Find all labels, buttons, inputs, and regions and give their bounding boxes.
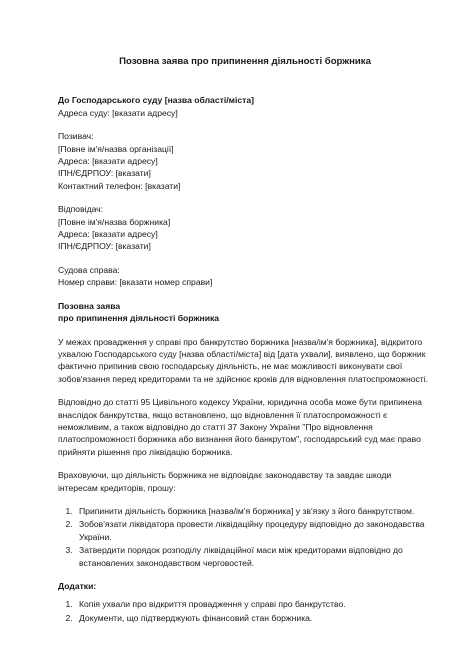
statement-heading-line1: Позовна заява bbox=[58, 300, 121, 311]
requests-list bbox=[58, 505, 432, 569]
statement-heading-line2: про припинення діяльності боржника bbox=[58, 313, 220, 324]
defendant-id: ІПН/ЄДРПОУ: [вказати] bbox=[58, 241, 151, 252]
case-label: Судова справа: bbox=[58, 264, 120, 275]
plaintiff-phone: Контактний телефон: [вказати] bbox=[58, 180, 181, 191]
court-block bbox=[58, 94, 432, 119]
defendant-address: Адреса: [вказати адресу] bbox=[58, 229, 158, 240]
court-address: Адреса суду: [вказати адресу] bbox=[58, 107, 178, 118]
paragraph-2: Відповідно до статті 95 Цивільного кодексу України, юридична особа може бути припинена внаслідок банкрутства, якщо встановлено, що відновлення її платоспроможності є неможливим, а також відповідно до статті 37 Закону України "Про відновлення платоспроможності боржника або визнання його банкрутом", господарський суд має право прийняти рішення про ліквідацію боржника. bbox=[58, 397, 422, 457]
statement-heading bbox=[58, 300, 432, 325]
defendant-label: Відповідач: bbox=[58, 204, 104, 215]
attachment-item: 1. Копія ухвали про відкриття провадження у справі про банкрутство. bbox=[75, 598, 432, 610]
plaintiff-name: [Повне ім'я/назва організації] bbox=[58, 143, 174, 154]
plaintiff-label: Позивач: bbox=[58, 131, 94, 142]
paragraph-3: Враховуючи, що діяльність боржника не відповідає законодавству та завдає шкоди інтересам кредиторів, прошу: bbox=[58, 470, 392, 493]
paragraph-1: У межах провадження у справі про банкрутство боржника [назва/ім'я боржника], відкритого ухвалою Господарського суду [назва області/міста] від [дата ухвали], виявлено, що боржник фактично припинив свою господарську діяльність, не має можливості виконувати свої зобов'язання перед кредиторами та не здійснює кроків для відновлення платоспроможності. bbox=[58, 336, 429, 384]
document-title: Позовна заява про припинення діяльності боржника bbox=[119, 56, 371, 67]
request-item: 3. Затвердити порядок розподілу ліквідаційної маси між кредиторами відповідно до встановлених законодавством черговостей. bbox=[75, 544, 432, 569]
case-number: Номер справи: [вказати номер справи] bbox=[58, 277, 213, 288]
case-block bbox=[58, 264, 432, 289]
plaintiff-id: ІПН/ЄДРПОУ: [вказати] bbox=[58, 168, 151, 179]
attachments-heading: Додатки: bbox=[58, 581, 97, 591]
attachment-item: 2. Документи, що підтверджують фінансовий стан боржника. bbox=[75, 612, 432, 624]
defendant-block bbox=[58, 203, 432, 253]
attachments-block bbox=[58, 580, 432, 624]
defendant-name: [Повне ім'я/назва боржника] bbox=[58, 216, 171, 227]
plaintiff-block bbox=[58, 130, 432, 192]
plaintiff-address: Адреса: [вказати адресу] bbox=[58, 156, 158, 167]
request-item: 1. Припинити діяльність боржника [назва/ім'я боржника] у зв'язку з його банкрутством. bbox=[75, 505, 432, 517]
attachments-list bbox=[58, 598, 432, 624]
request-item: 2. Зобов'язати ліквідатора провести ліквідаційну процедуру відповідно до законодавства України. bbox=[75, 518, 432, 543]
court-heading: До Господарського суду [назва області/міста] bbox=[58, 95, 254, 106]
